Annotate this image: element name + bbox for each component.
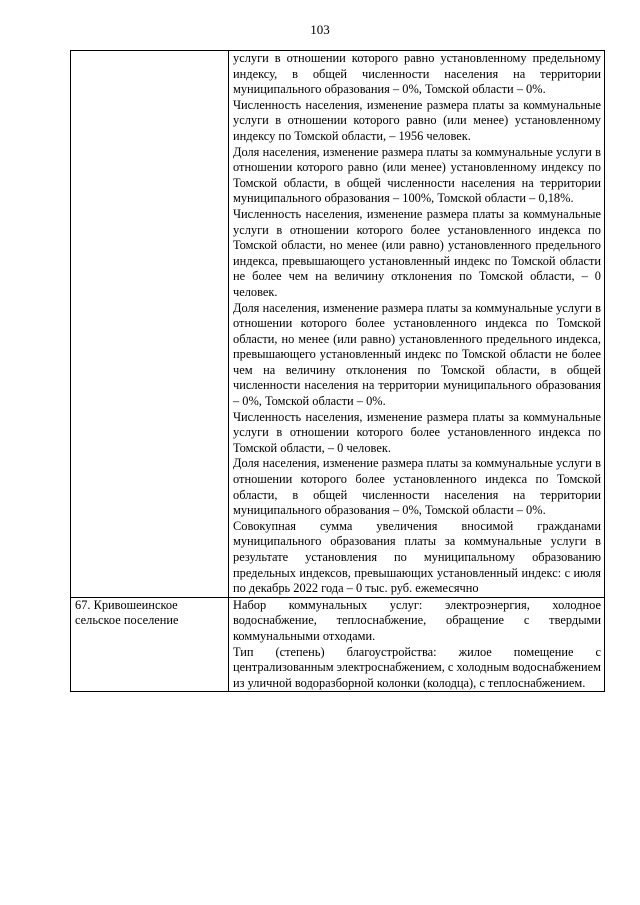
paragraph: Численность населения, изменение размера платы за коммунальные услуги в отношении которого равно (или менее) установленному индексу по Томской области, – 1956 человек. [233, 97, 601, 143]
paragraph: услуги в отношении которого равно установленному предельному индексу, в общей численности населения на территории муниципального образования – 0%, Томской области – 0%. [233, 51, 601, 97]
paragraph: Доля населения, изменение размера платы за коммунальные услуги в отношении которого более установленного индекса по Томской области, в общей численности населения на территории муниципального образования – 0%, Томской области – 0%. [233, 456, 601, 518]
table-row [71, 597, 605, 692]
page-number: 103 [310, 22, 330, 37]
description-cell [229, 597, 605, 692]
table-row [71, 51, 605, 598]
paragraph: Численность населения, изменение размера платы за коммунальные услуги в отношении которого более установленного индекса по Томской области, – 0 человек. [233, 409, 601, 455]
settlement-cell [71, 597, 229, 692]
settlement-cell [71, 51, 229, 598]
settlement-name: 67. Кривошеинское сельское поселение [75, 597, 179, 628]
paragraph: Совокупная сумма увеличения вносимой гражданами муниципального образования платы за коммунальные услуги в результате установления по муниципальному образованию предельных индексов, превышающих установленный индекс: с июля по декабрь 2022 года – 0 тыс. руб. ежемесячно [233, 518, 601, 596]
description-cell [229, 51, 605, 598]
paragraph: Набор коммунальных услуг: электроэнергия, холодное водоснабжение, теплоснабжение, обращение с твердыми коммунальными отходами. [233, 597, 601, 643]
paragraph: Численность населения, изменение размера платы за коммунальные услуги в отношении которого более установленного индекса по Томской области, но менее (или равно) установленного предельного индекса, превышающего установленный индекс по Томской области не более чем на величину отклонения по Томской области, – 0 человек. [233, 206, 601, 299]
paragraph: Доля населения, изменение размера платы за коммунальные услуги в отношении которого равно (или менее) установленному индексу по Томской области, в общей численности населения на территории муниципального образования – 100%, Томской области – 0,18%. [233, 144, 601, 206]
municipal-utilities-table [70, 50, 605, 692]
paragraph: Тип (степень) благоустройства: жилое помещение с централизованным электроснабжением, с холодным водоснабжением из уличной водоразборной колонки (колодца), с теплоснабжением. [233, 644, 602, 690]
paragraph: Доля населения, изменение размера платы за коммунальные услуги в отношении которого более установленного индекса по Томской области, но менее (или равно) установленного предельного индекса, превышающего установленный индекс по Томской области не более чем на величину отклонения по Томской области, в общей численности населения на территории муниципального образования – 0%, Томской области – 0%. [233, 300, 601, 409]
